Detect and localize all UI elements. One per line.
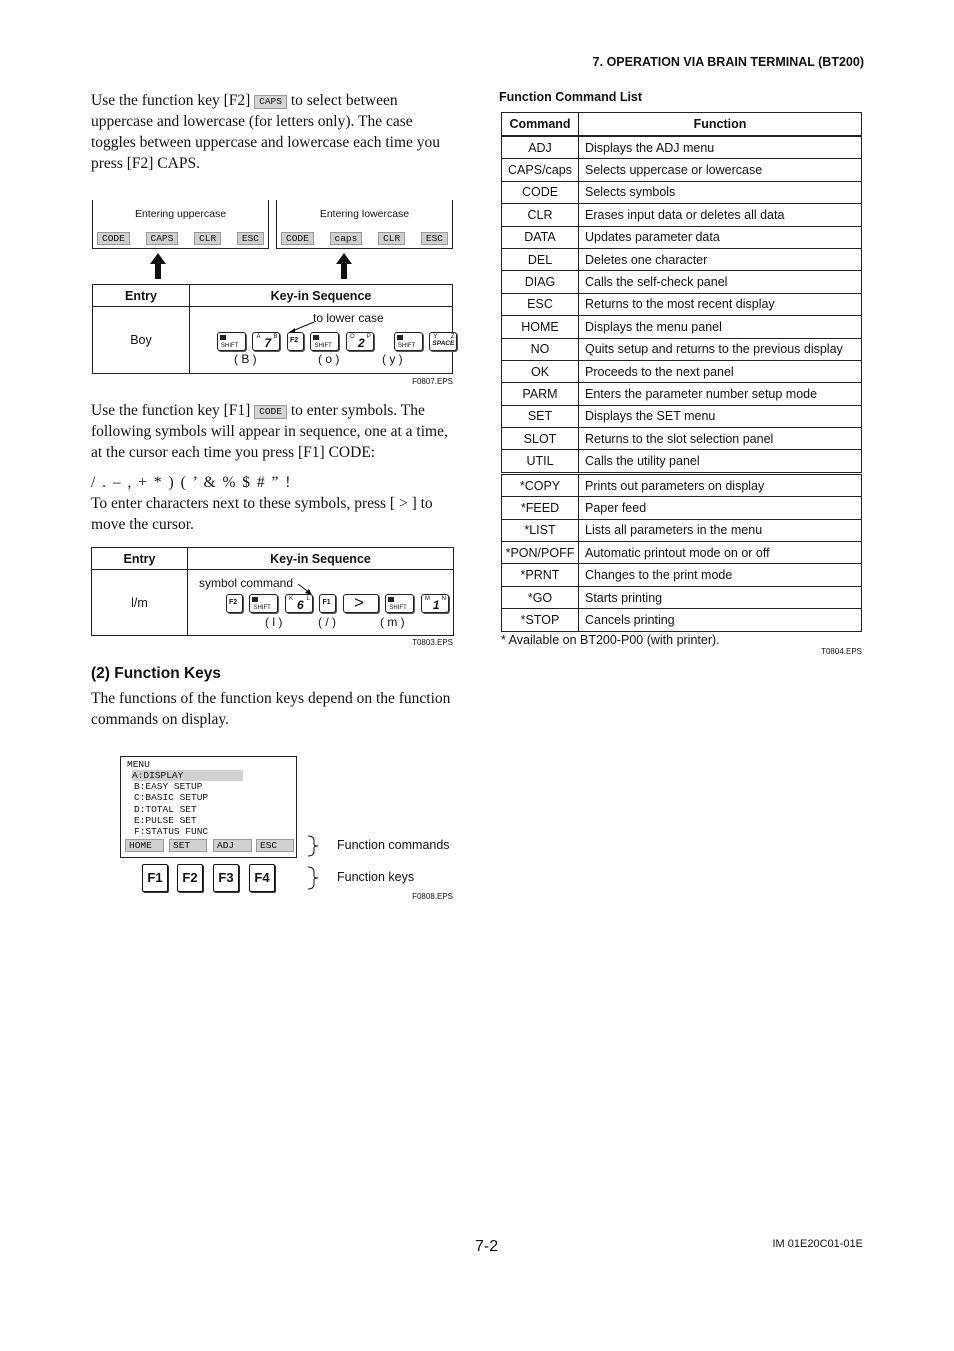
figure-id: T0804.EPS <box>821 647 862 656</box>
caps-paragraph <box>91 90 458 174</box>
f1-key-icon: F1 <box>319 594 336 613</box>
up-arrow-icon <box>334 251 354 281</box>
table-row <box>502 181 862 203</box>
document-id: IM 01E20C01-01E <box>772 1238 863 1250</box>
command-cell: ADJ <box>502 136 579 159</box>
lcd-line: D:TOTAL SET <box>134 804 197 815</box>
char-label: ( B ) <box>234 352 257 366</box>
shift-key-icon: SHIFT <box>310 332 339 351</box>
command-cell: *COPY <box>502 473 579 496</box>
section-heading: (2) Function Keys <box>91 665 222 682</box>
function-cell: Starts printing <box>579 586 862 608</box>
keyin-cell <box>188 570 454 636</box>
function-cell: Deletes one character <box>579 248 862 270</box>
lcd-line-selected: A:DISPLAY <box>132 770 243 781</box>
col-entry: Entry <box>93 285 190 307</box>
command-cell: DEL <box>502 248 579 270</box>
softkey-code: CODE <box>281 232 314 245</box>
col-keyin: Key-in Sequence <box>188 548 454 570</box>
function-cell: Changes to the print mode <box>579 564 862 586</box>
table-row <box>502 360 862 382</box>
table-row <box>502 159 862 181</box>
char-label: ( y ) <box>382 352 403 366</box>
keyin-cell <box>190 307 453 374</box>
symbol-command-note: symbol command <box>199 576 294 590</box>
col-keyin: Key-in Sequence <box>190 285 453 307</box>
softkey-esc: ESC <box>237 232 264 245</box>
up-arrow-icon <box>148 251 168 281</box>
code-paragraph <box>91 400 458 463</box>
table-row <box>502 271 862 293</box>
entry-value: l/m <box>92 570 188 636</box>
lcd-line: C:BASIC SETUP <box>134 792 209 803</box>
lcd-line: B:EASY SETUP <box>134 781 203 792</box>
command-cell: *PON/POFF <box>502 542 579 564</box>
lcd-line: F:STATUS FUNC <box>134 826 209 837</box>
table-row <box>502 519 862 541</box>
function-keys-label: Function keys <box>337 870 415 884</box>
table-row <box>502 586 862 608</box>
command-cell: UTIL <box>502 450 579 473</box>
function-commands-label: Function commands <box>337 838 450 852</box>
screen-lowercase <box>276 200 453 249</box>
softkey-esc: ESC <box>421 232 448 245</box>
page-number: 7-2 <box>475 1238 499 1255</box>
lower-case-note: to lower case <box>313 311 384 325</box>
softkey-esc: ESC <box>256 839 294 852</box>
softkey-code: CODE <box>97 232 130 245</box>
col-function: Function <box>579 113 862 137</box>
softkey-caps: CAPS <box>146 232 179 245</box>
lcd-line: MENU <box>127 759 150 770</box>
command-cell: *STOP <box>502 609 579 631</box>
code-key-label: CODE <box>254 405 287 419</box>
key-0-icon: Y Z SPACE <box>429 332 457 351</box>
table-row <box>502 609 862 631</box>
screen-uppercase <box>92 200 269 249</box>
right-arrow-key-icon: > <box>343 594 379 613</box>
function-cell: Returns to the slot selection panel <box>579 428 862 450</box>
entry-value: Boy <box>93 307 190 374</box>
table-row <box>502 338 862 360</box>
shift-key-icon: SHIFT <box>385 594 414 613</box>
command-table <box>501 112 862 632</box>
caps-key-label: CAPS <box>254 95 287 109</box>
caps-text-pre: Use the function key [F2] <box>91 92 255 109</box>
table-row <box>502 316 862 338</box>
table-row <box>502 293 862 315</box>
command-cell: *LIST <box>502 519 579 541</box>
function-cell: Lists all parameters in the menu <box>579 519 862 541</box>
key-6-icon: K L 6 <box>285 594 313 613</box>
char-label: ( l ) <box>265 615 283 629</box>
keyin-table-lm <box>91 547 454 636</box>
command-cell: *GO <box>502 586 579 608</box>
function-cell: Returns to the most recent display <box>579 293 862 315</box>
shift-key-icon: SHIFT <box>394 332 423 351</box>
table-row <box>502 564 862 586</box>
keyin-table-boy <box>92 284 453 374</box>
function-cell: Erases input data or deletes all data <box>579 204 862 226</box>
key-7-icon: A B 7 <box>252 332 280 351</box>
symbol-sequence: / . – , + * ) ( ’ & % $ # ” ! <box>91 474 291 491</box>
figure-id: F0807.EPS <box>412 377 453 386</box>
command-cell: DATA <box>502 226 579 248</box>
lcd-line: E:PULSE SET <box>134 815 197 826</box>
table-row <box>502 450 862 473</box>
command-cell: OK <box>502 360 579 382</box>
table-row <box>502 383 862 405</box>
command-cell: SLOT <box>502 428 579 450</box>
command-cell: *FEED <box>502 497 579 519</box>
f2-key-icon: F2 <box>226 594 243 613</box>
function-cell: Calls the utility panel <box>579 450 862 473</box>
function-cell: Displays the SET menu <box>579 405 862 427</box>
code-text-pre: Use the function key [F1] <box>91 402 255 419</box>
command-cell: HOME <box>502 316 579 338</box>
command-cell: DIAG <box>502 271 579 293</box>
command-cell: ESC <box>502 293 579 315</box>
softkey-adj: ADJ <box>213 839 252 852</box>
command-cell: CAPS/caps <box>502 159 579 181</box>
screen-uppercase-title: Entering uppercase <box>134 208 227 220</box>
caps-text-post: to select between uppercase and lowercase (for letters only). The case toggles between uppercase and lowercase each time you press [F2] CAPS. <box>91 92 441 172</box>
col-command: Command <box>502 113 579 137</box>
f4-key: F4 <box>249 864 275 892</box>
command-list-title: Function Command List <box>499 90 643 104</box>
function-cell: Selects uppercase or lowercase <box>579 159 862 181</box>
table-row <box>502 405 862 427</box>
command-cell: *PRNT <box>502 564 579 586</box>
function-cell: Automatic printout mode on or off <box>579 542 862 564</box>
table-row <box>502 248 862 270</box>
section-body: The functions of the function keys depend on the function commands on display. <box>91 690 451 728</box>
softkey-caps-lower: caps <box>330 232 363 245</box>
shift-key-icon: SHIFT <box>217 332 246 351</box>
function-cell: Paper feed <box>579 497 862 519</box>
function-cell: Displays the menu panel <box>579 316 862 338</box>
command-cell: PARM <box>502 383 579 405</box>
function-cell: Cancels printing <box>579 609 862 631</box>
figure-id: T0803.EPS <box>412 638 453 647</box>
screen-lowercase-title: Entering lowercase <box>319 208 410 220</box>
command-cell: CODE <box>502 181 579 203</box>
command-cell: SET <box>502 405 579 427</box>
table-row <box>502 204 862 226</box>
table-row <box>502 542 862 564</box>
code-text-post: to enter symbols. The following symbols will appear in sequence, one at a time, at the cursor each time you press [F1] CODE: <box>91 402 448 461</box>
function-cell: Displays the ADJ menu <box>579 136 862 159</box>
function-cell: Quits setup and returns to the previous display <box>579 338 862 360</box>
table-row <box>502 428 862 450</box>
section-header: 7. OPERATION VIA BRAIN TERMINAL (BT200) <box>592 55 864 69</box>
f2-key-icon: F2 <box>287 332 304 351</box>
footnote: * Available on BT200-P00 (with printer). <box>501 633 720 647</box>
menu-screen <box>120 756 297 858</box>
char-label: ( m ) <box>380 615 405 629</box>
brace-icon <box>306 865 320 891</box>
cursor-note: To enter characters next to these symbols, press [ > ] to move the cursor. <box>91 495 433 533</box>
command-cell: NO <box>502 338 579 360</box>
softkey-clr: CLR <box>378 232 405 245</box>
function-cell: Enters the parameter number setup mode <box>579 383 862 405</box>
brace-icon <box>306 834 320 858</box>
table-row <box>502 473 862 496</box>
function-cell: Prints out parameters on display <box>579 473 862 496</box>
function-cell: Calls the self-check panel <box>579 271 862 293</box>
f1-key: F1 <box>142 864 168 892</box>
f3-key: F3 <box>213 864 239 892</box>
char-label: ( o ) <box>318 352 340 366</box>
function-cell: Selects symbols <box>579 181 862 203</box>
softkey-set: SET <box>169 839 207 852</box>
table-row <box>502 497 862 519</box>
softkey-home: HOME <box>125 839 164 852</box>
char-label: ( / ) <box>318 615 336 629</box>
figure-id: F0808.EPS <box>412 892 453 901</box>
command-cell: CLR <box>502 204 579 226</box>
softkey-clr: CLR <box>194 232 221 245</box>
table-row <box>502 226 862 248</box>
f2-key: F2 <box>177 864 203 892</box>
shift-key-icon: SHIFT <box>249 594 278 613</box>
table-row <box>502 136 862 159</box>
col-entry: Entry <box>92 548 188 570</box>
key-1-icon: M N 1 <box>421 594 449 613</box>
key-2-icon: O P 2 <box>346 332 374 351</box>
function-cell: Updates parameter data <box>579 226 862 248</box>
function-cell: Proceeds to the next panel <box>579 360 862 382</box>
